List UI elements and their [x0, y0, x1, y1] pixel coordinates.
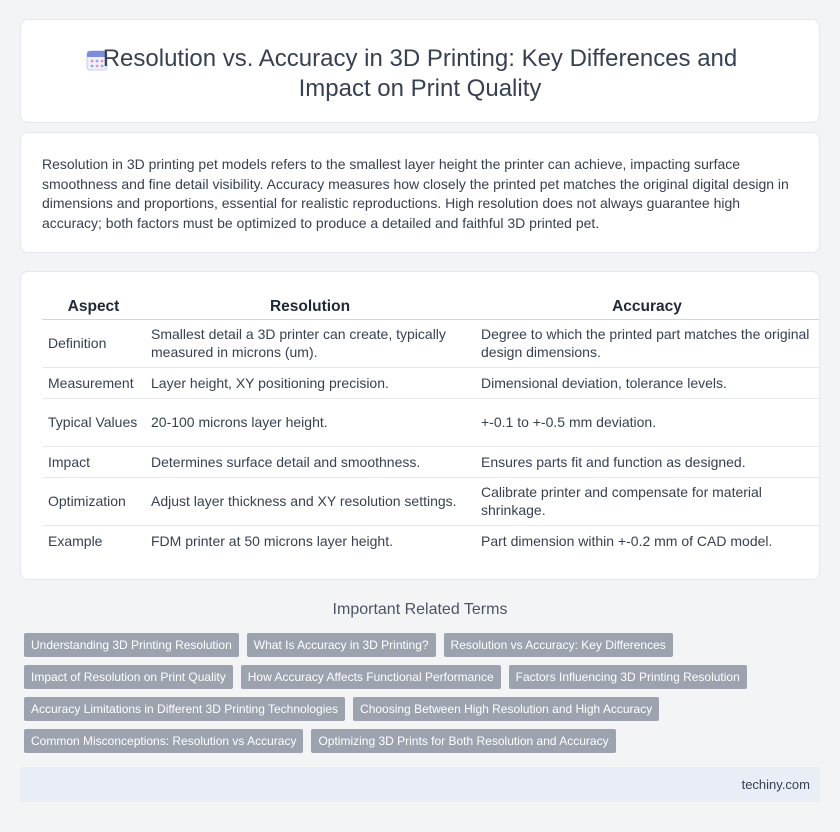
- term-chip[interactable]: Impact of Resolution on Print Quality: [24, 665, 233, 689]
- aspect-cell: Optimization: [42, 477, 145, 525]
- accuracy-cell: Degree to which the printed part matches the original design dimensions.: [475, 319, 819, 367]
- comparison-card: [20, 271, 820, 580]
- resolution-cell: Layer height, XY positioning precision.: [145, 367, 475, 398]
- term-row: [24, 665, 804, 689]
- page-title-line-1: Resolution vs. Accuracy in 3D Printing: Key Differences and: [102, 45, 738, 72]
- term-chip[interactable]: How Accuracy Affects Functional Performance: [241, 665, 501, 689]
- aspect-cell: Impact: [42, 446, 145, 477]
- table-row: [42, 319, 819, 367]
- accuracy-cell: +-0.1 to +-0.5 mm deviation.: [475, 398, 819, 446]
- resolution-cell: Determines surface detail and smoothness.: [145, 446, 475, 477]
- header-card: [20, 19, 820, 123]
- accuracy-cell: Part dimension within +-0.2 mm of CAD model.: [481, 532, 773, 549]
- header-accuracy: Accuracy: [475, 295, 819, 319]
- header-resolution: Resolution: [145, 295, 475, 319]
- related-terms-list: [24, 633, 804, 761]
- table-header-row: [42, 295, 819, 319]
- resolution-cell: Adjust layer thickness and XY resolution settings.: [145, 477, 475, 525]
- page-title: [21, 44, 819, 104]
- header-aspect: Aspect: [42, 295, 145, 319]
- footer: [20, 767, 820, 802]
- intro-paragraph: Resolution in 3D printing pet models refers to the smallest layer height the printer can achieve, impacting surface smoothness and fine detail visibility. Accuracy measures how closely the printed pet matches the original digital design in dimensions and proportions, essential for realistic reproductions. High resolution does not always guarantee high accuracy; both factors must be optimized to produce a detailed and faithful 3D printed pet.: [42, 156, 789, 231]
- aspect-cell: Example: [48, 532, 103, 549]
- term-row: [24, 697, 804, 721]
- intro-card: [20, 132, 820, 253]
- table-row: [42, 367, 819, 398]
- table-row: [42, 525, 819, 556]
- page-title-line-2: Impact on Print Quality: [298, 75, 542, 102]
- term-chip[interactable]: Accuracy Limitations in Different 3D Printing Technologies: [24, 697, 345, 721]
- term-chip[interactable]: Factors Influencing 3D Printing Resolution: [509, 665, 747, 689]
- aspect-cell: Typical Values: [42, 398, 145, 446]
- term-chip[interactable]: Common Misconceptions: Resolution vs Accuracy: [24, 729, 303, 753]
- term-row: [24, 729, 804, 753]
- term-row: [24, 633, 804, 657]
- table-row: [42, 477, 819, 525]
- term-chip[interactable]: Choosing Between High Resolution and High Accuracy: [353, 697, 659, 721]
- aspect-cell: Definition: [42, 319, 145, 367]
- table-row: [42, 398, 819, 446]
- resolution-cell: FDM printer at 50 microns layer height.: [151, 532, 393, 549]
- related-terms-title: Important Related Terms: [332, 601, 508, 618]
- footer-site-name[interactable]: techiny.com: [741, 777, 810, 792]
- accuracy-cell: Calibrate printer and compensate for material shrinkage.: [475, 477, 819, 525]
- term-chip[interactable]: Resolution vs Accuracy: Key Differences: [444, 633, 673, 657]
- accuracy-cell: Ensures parts fit and function as designed.: [475, 446, 819, 477]
- term-chip[interactable]: Understanding 3D Printing Resolution: [24, 633, 239, 657]
- aspect-cell: Measurement: [42, 367, 145, 398]
- term-chip[interactable]: What Is Accuracy in 3D Printing?: [247, 633, 436, 657]
- resolution-cell: Smallest detail a 3D printer can create, typically measured in microns (um).: [145, 319, 475, 367]
- term-chip[interactable]: Optimizing 3D Prints for Both Resolution and Accuracy: [311, 729, 615, 753]
- resolution-cell: 20-100 microns layer height.: [145, 398, 475, 446]
- accuracy-cell: Dimensional deviation, tolerance levels.: [475, 367, 819, 398]
- table-row: [42, 446, 819, 477]
- comparison-table: [42, 295, 819, 556]
